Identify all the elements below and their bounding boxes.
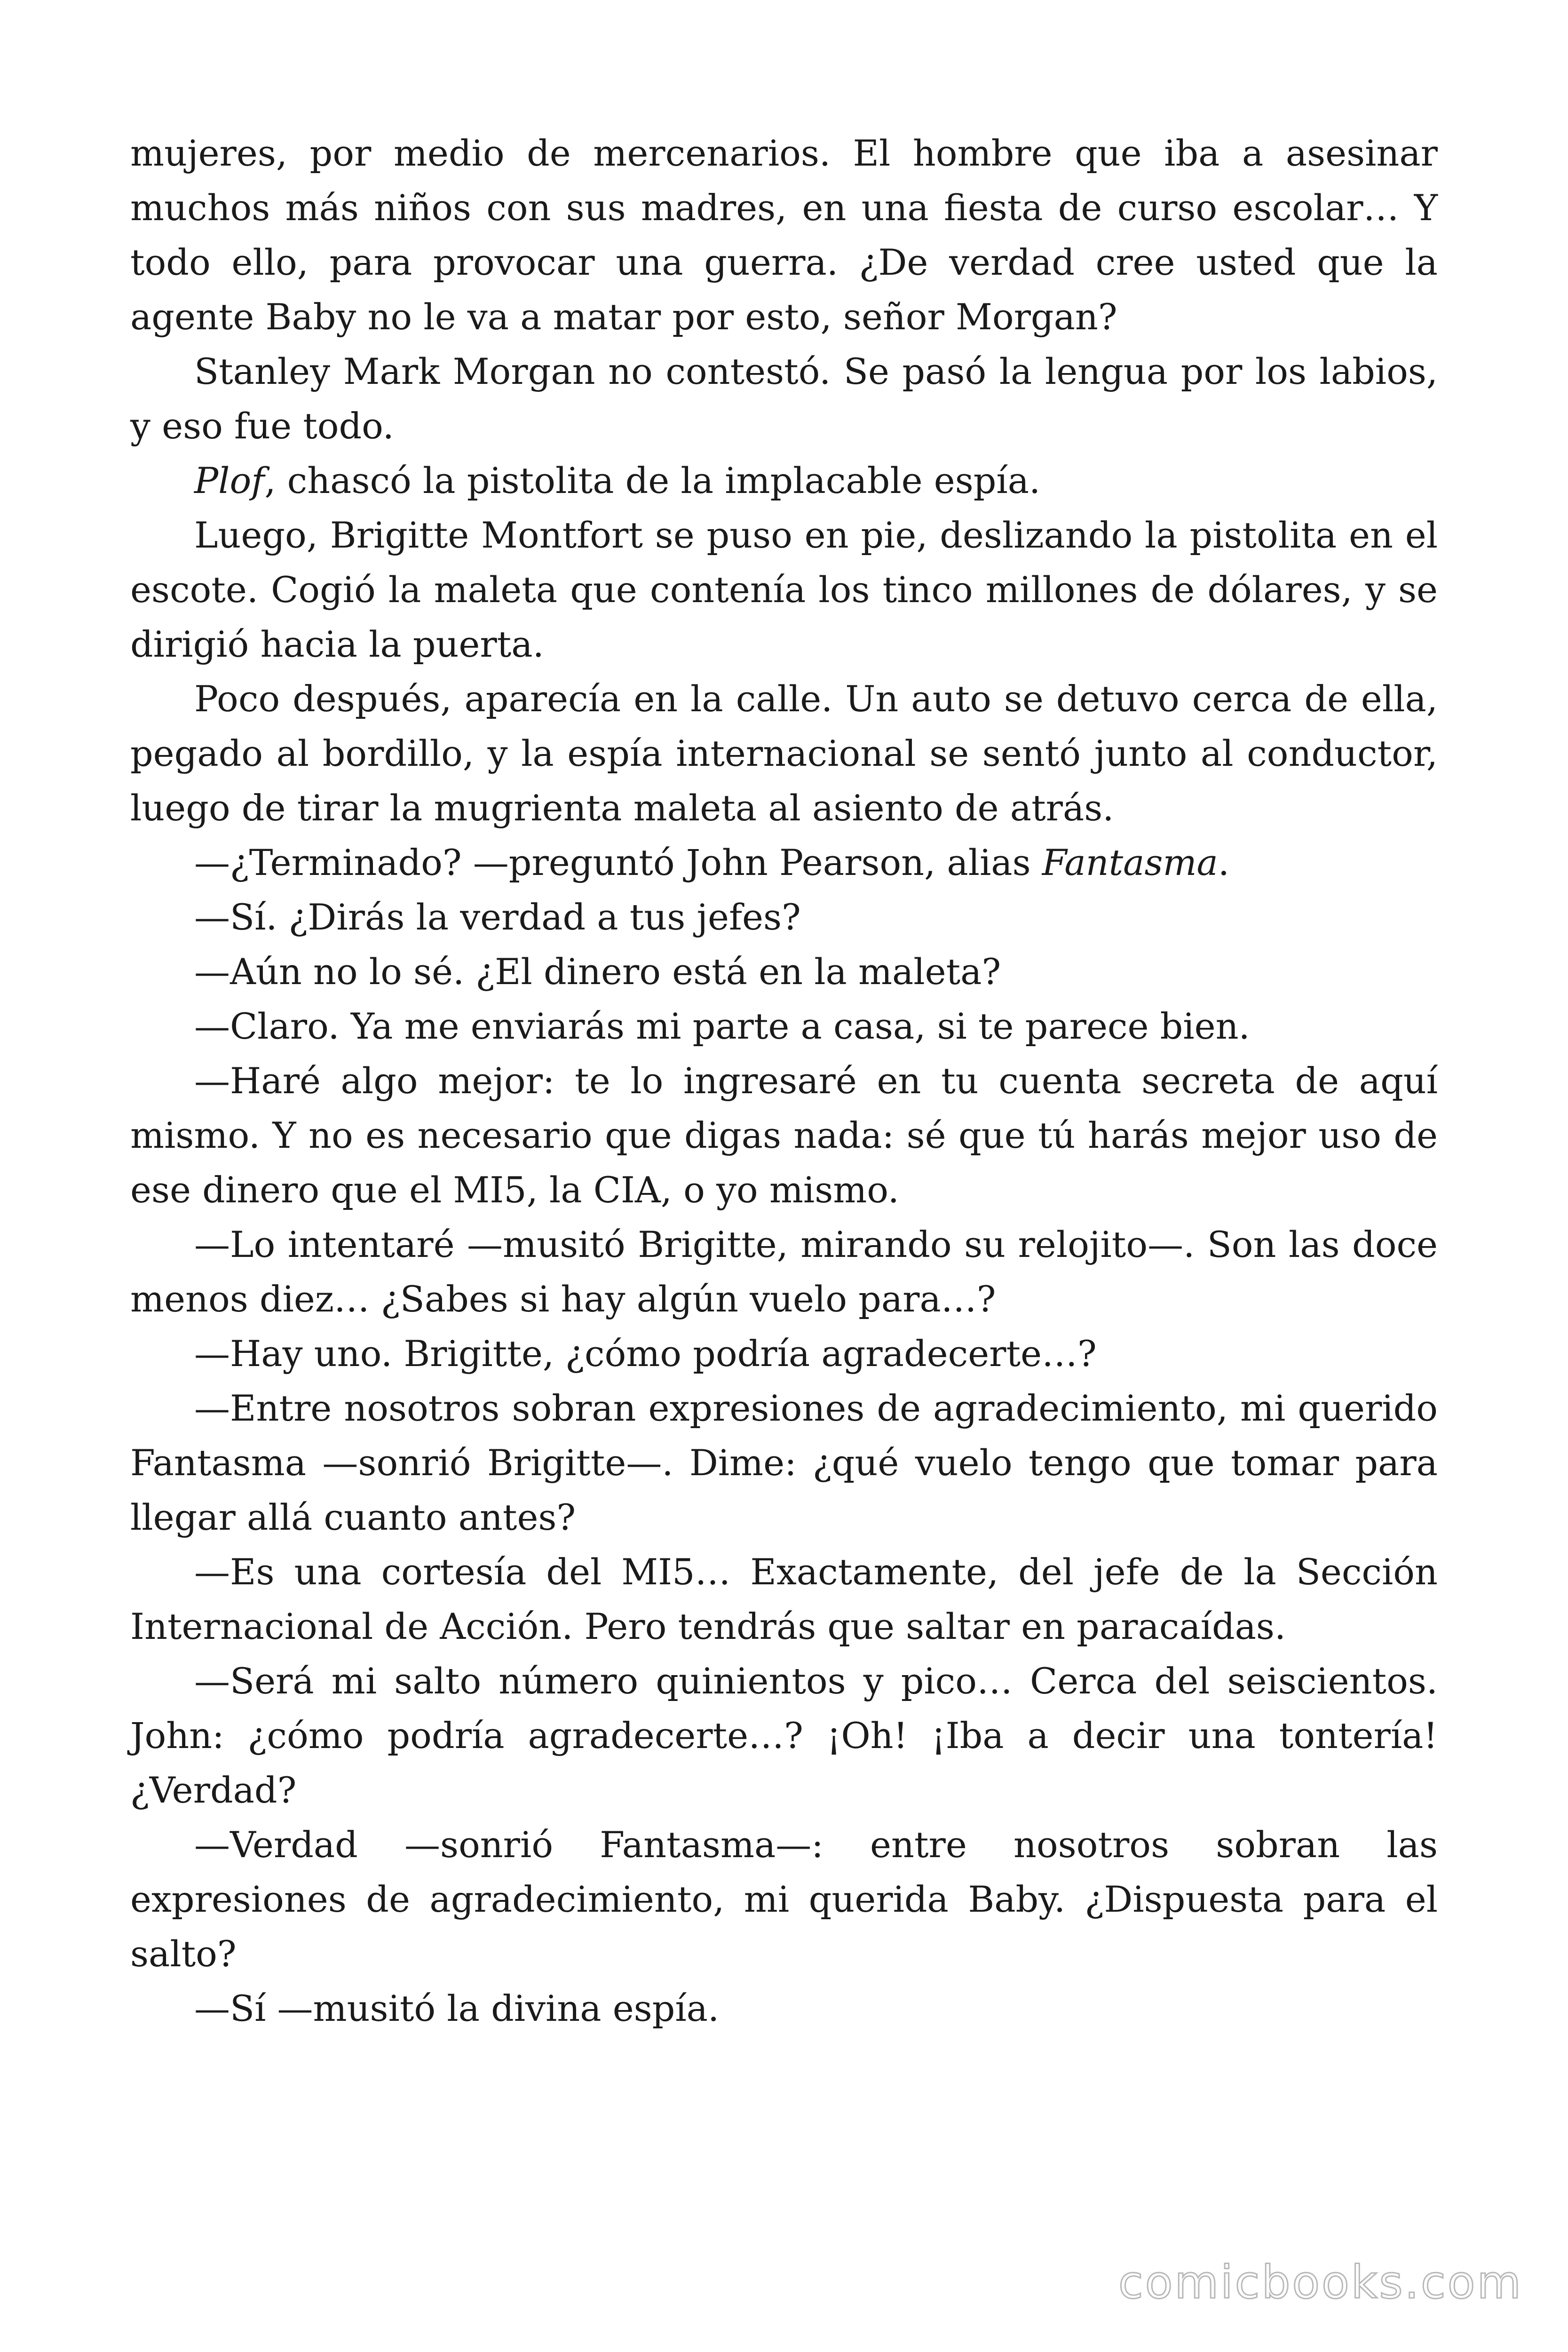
paragraph: Poco después, aparecía en la calle. Un auto se detuvo cerca de ella, pegado al bordillo, y la espía internacional se sentó junto al conductor, luego de tirar la mugrienta maleta al asiento de atrás. — [130, 678, 1438, 829]
paragraph: —Lo intentaré —musitó Brigitte, mirando su relojito—. Son las doce menos diez… ¿Sabes si hay algún vuelo para…? — [130, 1224, 1438, 1320]
paragraph-text: , chascó la pistolita de la implacable espía. — [264, 460, 1041, 501]
paragraph: —Sí —musitó la divina espía. — [194, 1987, 720, 2029]
italic-word: Plof — [194, 460, 265, 501]
paragraph: —Claro. Ya me enviarás mi parte a casa, si te parece bien. — [194, 1005, 1250, 1047]
italic-word: Fantasma — [1042, 842, 1218, 883]
paragraph-text: —¿Terminado? —preguntó John Pearson, alias — [194, 842, 1042, 883]
paragraph: —Entre nosotros sobran expresiones de agradecimiento, mi querido Fantasma —sonrió Brigitte—. Dime: ¿qué vuelo tengo que tomar para llegar allá cuanto antes? — [130, 1387, 1438, 1538]
paragraph: —Aún no lo sé. ¿El dinero está en la maleta? — [194, 951, 1001, 993]
paragraph — [130, 453, 1438, 508]
paragraph: —Es una cortesía del MI5… Exactamente, del jefe de la Sección Internacional de Acción. Pero tendrás que saltar en paracaídas. — [130, 1551, 1438, 1647]
paragraph: Luego, Brigitte Montfort se puso en pie, deslizando la pistolita en el escote. Cogió la maleta que contenía los tinco millones de dólares, y se dirigió hacia la puerta. — [130, 514, 1438, 665]
paragraph — [130, 835, 1438, 890]
paragraph-text: . — [1218, 842, 1230, 883]
paragraph: —Sí. ¿Dirás la verdad a tus jefes? — [194, 896, 801, 938]
paragraph: —Haré algo mejor: te lo ingresaré en tu cuenta secreta de aquí mismo. Y no es necesario que digas nada: sé que tú harás mejor uso de ese dinero que el MI5, la CIA, o yo mismo. — [130, 1060, 1438, 1211]
paragraph: mujeres, por medio de mercenarios. El hombre que iba a asesinar muchos más niños con sus madres, en una fiesta de curso escolar… Y todo ello, para provocar una guerra. ¿De verdad cree usted que la agente Baby no le va a matar por esto, señor Morgan? — [130, 132, 1438, 338]
paragraph: Stanley Mark Morgan no contestó. Se pasó la lengua por los labios, y eso fue todo. — [130, 350, 1438, 447]
paragraph: —Verdad —sonrió Fantasma—: entre nosotros sobran las expresiones de agradecimiento, mi querida Baby. ¿Dispuesta para el salto? — [130, 1824, 1438, 1975]
paragraph: —Será mi salto número quinientos y pico… Cerca del seiscientos. John: ¿cómo podría agradecerte…? ¡Oh! ¡Iba a decir una tontería! ¿Verdad? — [130, 1660, 1438, 1811]
page-text — [130, 126, 1438, 2036]
paragraph: —Hay uno. Brigitte, ¿cómo podría agradecerte…? — [194, 1333, 1097, 1375]
watermark: comicbooks.com — [1118, 2256, 1523, 2309]
